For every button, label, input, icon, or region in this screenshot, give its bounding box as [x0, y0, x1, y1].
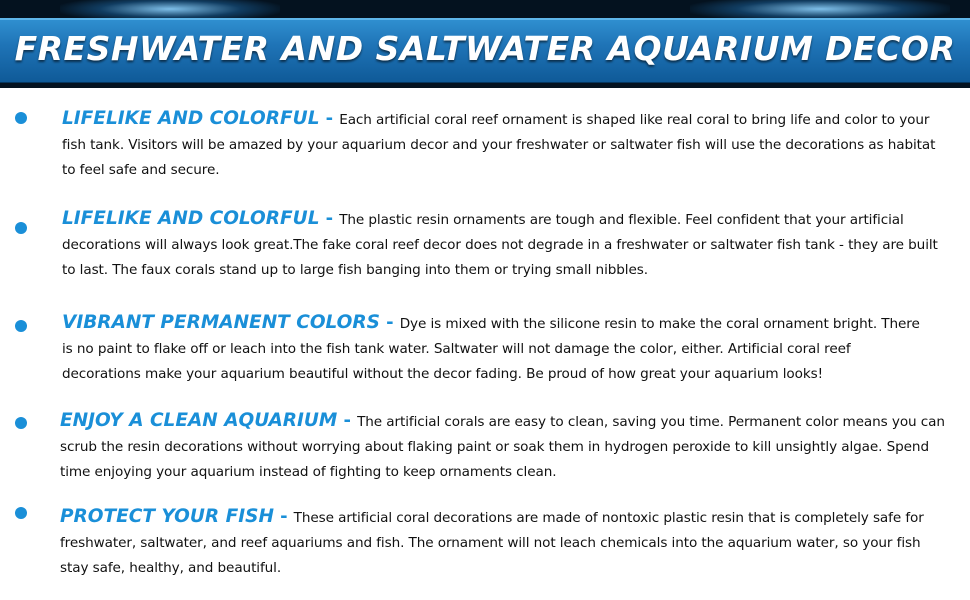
feature-text — [62, 206, 942, 283]
bullet-icon — [15, 417, 27, 429]
bullet-icon — [15, 320, 27, 332]
feature-separator: - — [319, 208, 340, 229]
feature-heading: LIFELIKE AND COLORFUL — [62, 108, 320, 129]
feature-separator: - — [379, 312, 400, 333]
feature-heading: ENJOY A CLEAN AQUARIUM — [60, 410, 338, 431]
bullet-icon — [15, 507, 27, 519]
feature-body: These artificial coral decorations are made of nontoxic plastic resin that is completely safe for freshwater, saltwater, and reef aquariums and fish. The ornament will not leach chemicals into the aquarium water, so your fish stay safe, healthy, and beautiful. — [60, 510, 924, 576]
feature-heading: PROTECT YOUR FISH — [60, 506, 274, 527]
header-banner — [0, 0, 970, 88]
feature-body: Dye is mixed with the silicone resin to make the coral ornament bright. There is no paint to flake off or leach into the fish tank water. Saltwater will not damage the color, either. Artificial coral reef decorations make your aquarium beautiful without the decor fading. Be proud of how great your aquarium looks! — [62, 316, 920, 382]
feature-text — [60, 504, 950, 581]
feature-heading: LIFELIKE AND COLORFUL — [62, 208, 320, 229]
feature-separator: - — [337, 410, 358, 431]
page-title: FRESHWATER AND SALTWATER AQUARIUM DECOR — [14, 29, 956, 68]
feature-body: The artificial corals are easy to clean, saving you time. Permanent color means you can scrub the resin decorations without worrying about flaking paint or soak them in hydrogen peroxide to kill unsightly algae. Spend time enjoying your aquarium instead of fighting to keep ornaments clean. — [60, 414, 945, 480]
feature-body: Each artificial coral reef ornament is shaped like real coral to bring life and color to your fish tank. Visitors will be amazed by your aquarium decor and your freshwater or saltwater fish will use the decorations as habitat to feel safe and secure. — [62, 112, 936, 178]
feature-text — [62, 310, 932, 387]
feature-body: The plastic resin ornaments are tough and flexible. Feel confident that your artificial decorations will always look great.The fake coral reef decor does not degrade in a freshwater or saltwater fish tank - they are built to last. The faux corals stand up to large fish banging into them or trying small nibbles. — [62, 212, 938, 278]
bullet-icon — [15, 222, 27, 234]
feature-text — [62, 106, 942, 183]
feature-separator: - — [273, 506, 294, 527]
feature-text — [60, 408, 960, 485]
feature-heading: VIBRANT PERMANENT COLORS — [62, 312, 380, 333]
feature-list — [0, 88, 970, 600]
bullet-icon — [15, 112, 27, 124]
feature-separator: - — [319, 108, 340, 129]
